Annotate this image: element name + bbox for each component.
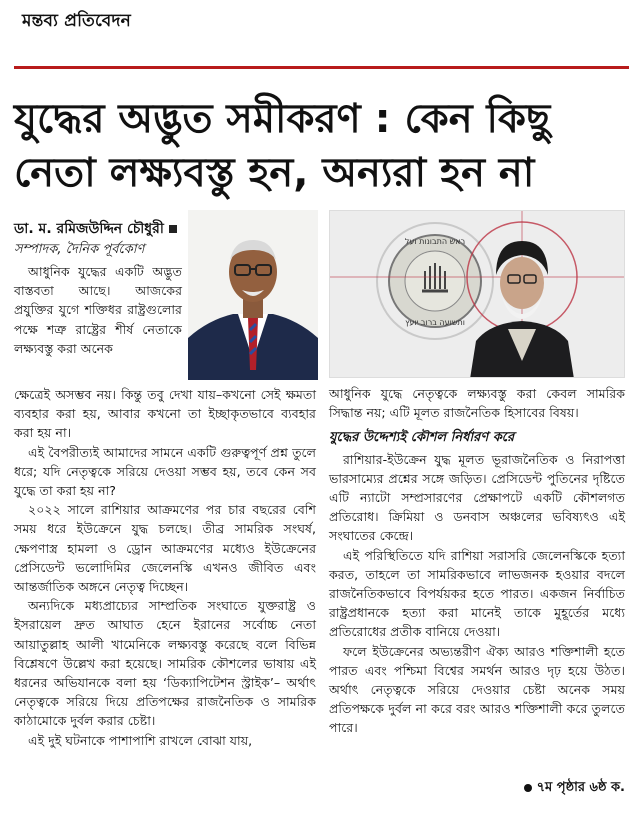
left-paragraph-1: আধুনিক যুদ্ধের একটি অদ্ভুত বাস্তবতা আছে। আজকের প্রযুক্তির যুগে শক্তিধর রাষ্ট্রগুলোর পক্ষে শত্রু রাষ্ট্রের শীর্ষ নেতাকে লক্ষ্যবস্তু করা অনেক xyxy=(14,264,182,356)
left-column xyxy=(14,385,316,750)
right-column xyxy=(329,384,625,738)
seal-top-text: ראש התבונות ועל xyxy=(404,237,466,246)
headline xyxy=(14,92,634,200)
bullet-dot-icon xyxy=(524,784,532,792)
seal-bottom-text: ותשועה ברוב יועץ xyxy=(405,318,465,327)
section-label: মন্তব্য প্রতিবেদন xyxy=(22,11,131,31)
left-paragraph-1-continued: ক্ষেত্রেই অসম্ভব নয়। কিন্তু তবু দেখা যায়–কখনো সেই ক্ষমতা ব্যবহার করা হয়, আবার কখনো তা ইচ্ছাকৃতভাবে ব্যবহার করা হয় না। xyxy=(14,387,316,441)
target-crosshair-illustration xyxy=(330,211,625,378)
article-illustration xyxy=(329,210,625,378)
author-name: ডা. ম. রমিজউদ্দিন চৌধুরী xyxy=(14,221,164,237)
byline-square-icon xyxy=(169,225,177,233)
left-paragraph-4: অন্যদিকে মধ্যপ্রাচ্যের সাম্প্রতিক সংঘাতে যুক্তরাষ্ট্র ও ইসরায়েল দ্রুত আঘাত হেনে ইরানের সর্বোচ্চ নেতা আয়াতুল্লাহ আলী খামেনিকে লক্ষ্যবস্তু করেছে বলে বিভিন্ন বিশ্লেষণে উল্লেখ করা হয়েছে। সামরিক কৌশলের ভাষায় এই ধরনের অভিযানকে বলা হয় ‘ডিক্যাপিটেশন স্ট্রাইক’– অর্থাৎ নেতৃত্বকে সরিয়ে দিয়ে প্রতিপক্ষের রাজনৈতিক ও সামরিক কাঠামোকে দুর্বল করার চেষ্টা। xyxy=(14,598,316,729)
right-paragraph-2: রাশিয়ার-ইউক্রেন যুদ্ধ মূলত ভূরাজনৈতিক ও নিরাপত্তা ভারসাম্যের প্রশ্নের সঙ্গে জড়িত। প্রেসিডেন্ট পুতিনের দৃষ্টিতে এটি ন্যাটো সম্প্রসারণের প্রেক্ষাপটে একটি কৌশলগত প্রতিরোধ। ক্রিমিয়া ও ডনবাস অঞ্চলের ভবিষ্যৎও এই সংঘাতের কেন্দ্রে। xyxy=(329,451,625,544)
right-paragraph-3: এই পরিস্থিতিতে যদি রাশিয়া সরাসরি জেলেনস্কিকে হত্যা করত, তাহলে তা সামরিকভাবে লাভজনক হওয়ার বদলে রাজনৈতিকভাবে বিপর্যয়কর হতে পারত। একজন নির্বাচিত রাষ্ট্রপ্রধানকে হত্যা করা মানেই তাকে মুহূর্তের মধ্যে প্রতিরোধের প্রতীক বানিয়ে দেওয়া। xyxy=(329,547,625,640)
right-paragraph-1: আধুনিক যুদ্ধে নেতৃত্বকে লক্ষ্যবস্তু করা কেবল সামরিক সিদ্ধান্ত নয়; এটি মূলত রাজনৈতিক হিসাবের বিষয়। xyxy=(329,386,625,421)
author-portrait xyxy=(188,210,318,380)
subheading: যুদ্ধের উদ্দেশ্যই কৌশল নির্ধারণ করে xyxy=(329,430,515,446)
left-column-top xyxy=(14,262,182,358)
headline-line-2: নেতা লক্ষ্যবস্তু হন, অন্যরা হন না xyxy=(14,150,535,196)
headline-line-1: যুদ্ধের অদ্ভুত সমীকরণ : কেন কিছু xyxy=(14,96,551,142)
author-designation: সম্পাদক, দৈনিক পূর্বকোণ xyxy=(14,242,145,257)
continuation-note xyxy=(524,778,625,799)
continuation-text: ৭ম পৃষ্ঠার ৬ষ্ঠ ক. xyxy=(536,780,625,795)
portrait-illustration xyxy=(188,210,318,380)
left-paragraph-5: এই দুই ঘটনাকে পাশাপাশি রাখলে বোঝা যায়, xyxy=(28,732,253,748)
byline xyxy=(14,217,177,241)
left-paragraph-2: এই বৈপরীত্যই আমাদের সামনে একটি গুরুত্বপূর্ণ প্রশ্ন তুলে ধরে; যদি নেতৃত্বকে সরিয়ে দেওয়া সম্ভব হয়, তবে কেন সব যুদ্ধে তা করা হয় না? xyxy=(14,444,316,499)
right-paragraph-4: ফলে ইউক্রেনের অভ্যন্তরীণ ঐক্য আরও শক্তিশালী হতে পারত এবং পশ্চিমা বিশ্বের সমর্থন আরও দৃঢ় হয়ে উঠত। অর্থাৎ নেতৃত্বকে সরিয়ে দেওয়ার চেষ্টা অনেক সময় প্রতিপক্ষকে দুর্বল না করে বরং আরও শক্তিশালী করে তুলতে পারে। xyxy=(329,643,625,736)
left-paragraph-3: ২০২২ সালে রাশিয়ার আক্রমণের পর চার বছরের বেশি সময় ধরে ইউক্রেনে যুদ্ধ চলছে। তীব্র সামরিক সংঘর্ষ, ক্ষেপণাস্ত্র হামলা ও ড্রোন আক্রমণের মধ্যেও ইউক্রেনের প্রেসিডেন্ট ভলোদিমির জেলেনস্কি এখনও জীবিত এবং আন্তর্জাতিক অঙ্গনে নেতৃত্ব দিচ্ছেন। xyxy=(14,502,316,595)
header-rule xyxy=(14,66,629,69)
